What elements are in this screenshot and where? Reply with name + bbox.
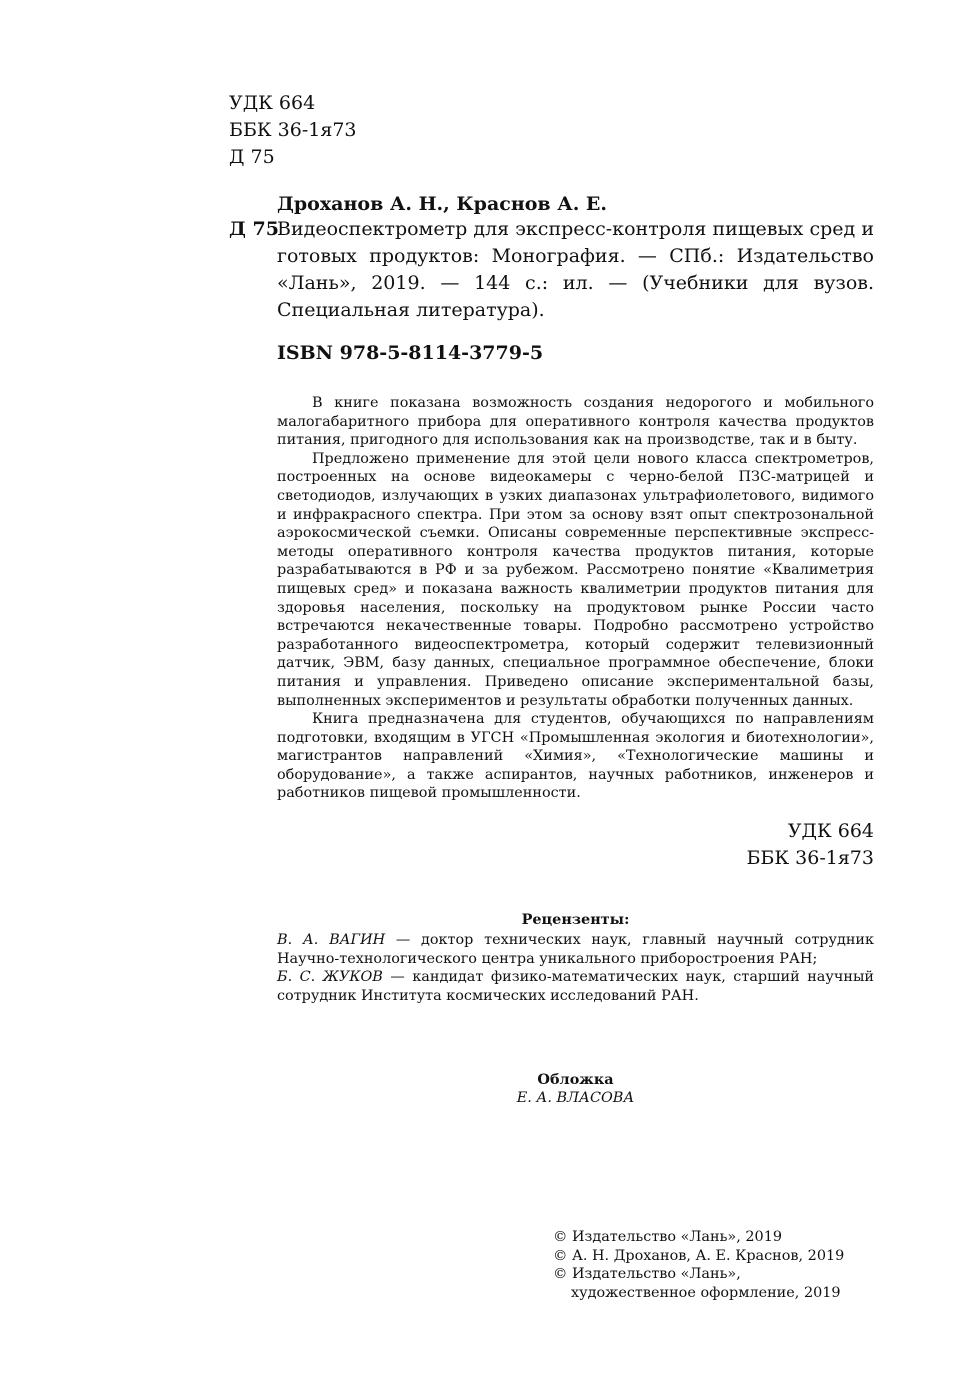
copyright-block <box>553 1228 844 1302</box>
copyright-line: художественное оформление, 2019 <box>571 1284 841 1301</box>
bib-description: Видеоспектрометр для экспресс-контроля пищевых сред и готовых продуктов: Монография. — СПб.: Издательство «Лань», 2019. — 144 с.: ил. — (Учебники для вузов. Специальная литература). <box>277 218 874 321</box>
reviewer-credentials: — доктор технических наук, главный научный сотрудник Научно-технологического центра уникального приборостроения РАН; <box>277 932 874 967</box>
copyright-line: © А. Н. Дроханов, А. Е. Краснов, 2019 <box>553 1247 845 1264</box>
authors: Дроханов А. Н., Краснов А. Е. <box>277 193 608 215</box>
copyright-line: © Издательство «Лань», 2019 <box>553 1229 783 1245</box>
abstract-paragraph: Предложено применение для этой цели нового класса спектрометров, построенных на основе видеокамеры с черно-белой ПЗС-матрицей и светодиодов, излучающих в узких диапазонах ультрафиолетового, видимого и инфракрасного спектра. При этом за основу взят опыт спектрозональной аэрокосмической съемки. Описаны современные перспективные экспресс-методы оперативного контроля качества продуктов питания, которые разрабатываются в РФ и за рубежом. Рассмотрено понятие «Квалиметрия пищевых сред» и показана важность квалиметрии продуктов питания для здоровья населения, поскольку на продуктовом рынке России часто встречаются некачественные товары. Подробно рассмотрено устройство разработанного видеоспектрометра, который содержит телевизионный датчик, ЭВМ, базу данных, специальное программное обеспечение, блоки питания и управления. Приведено описание экспериментальной базы, выполненных экспериментов и результаты обработки полученных данных. <box>277 450 874 709</box>
cover-title: Обложка <box>537 1071 614 1088</box>
reviewer-name: В. А. ВАГИН <box>277 932 386 948</box>
reviewer-entry <box>277 931 874 968</box>
abstract-paragraph: В книге показана возможность создания недорогого и мобильного малогабаритного прибора для оперативного контроля качества продуктов питания, пригодного для использования как на производстве, так и в быту. <box>277 395 874 449</box>
bbk-code: ББК 36-1я73 <box>746 847 874 869</box>
reviewer-name: Б. С. ЖУКОВ <box>277 969 383 986</box>
cover-designer: Е. А. ВЛАСОВА <box>516 1090 635 1106</box>
abstract <box>277 394 874 803</box>
reviewers-title: Рецензенты: <box>521 911 630 928</box>
classification-codes <box>229 90 357 171</box>
copyright-line: © Издательство «Лань», <box>553 1266 741 1283</box>
bibliographic-record <box>229 216 874 324</box>
reviewer-entry <box>277 968 874 1005</box>
author-mark: Д 75 <box>229 146 275 168</box>
bbk-code: ББК 36-1я73 <box>229 119 357 141</box>
isbn: ISBN 978-5-8114-3779-5 <box>277 342 544 364</box>
footer-classification-codes <box>746 818 874 872</box>
abstract-paragraph: Книга предназначена для студентов, обучающихся по направлениям подготовки, входящим в УГСН «Промышленная экология и биотехнологии», магистрантов направлений «Химия», «Технологические машины и оборудование», а также аспирантов, научных работников, инженеров и работников пищевой промышленности. <box>277 711 874 802</box>
cover-credit <box>277 1071 874 1107</box>
udk-code: УДК 664 <box>787 820 874 842</box>
reviewer-credentials: — кандидат физико-математических наук, старший научный сотрудник Института космических исследований РАН. <box>277 969 874 1004</box>
reviewers-list <box>277 931 874 1005</box>
bib-code: Д 75 <box>229 218 279 240</box>
udk-code: УДК 664 <box>229 92 316 114</box>
